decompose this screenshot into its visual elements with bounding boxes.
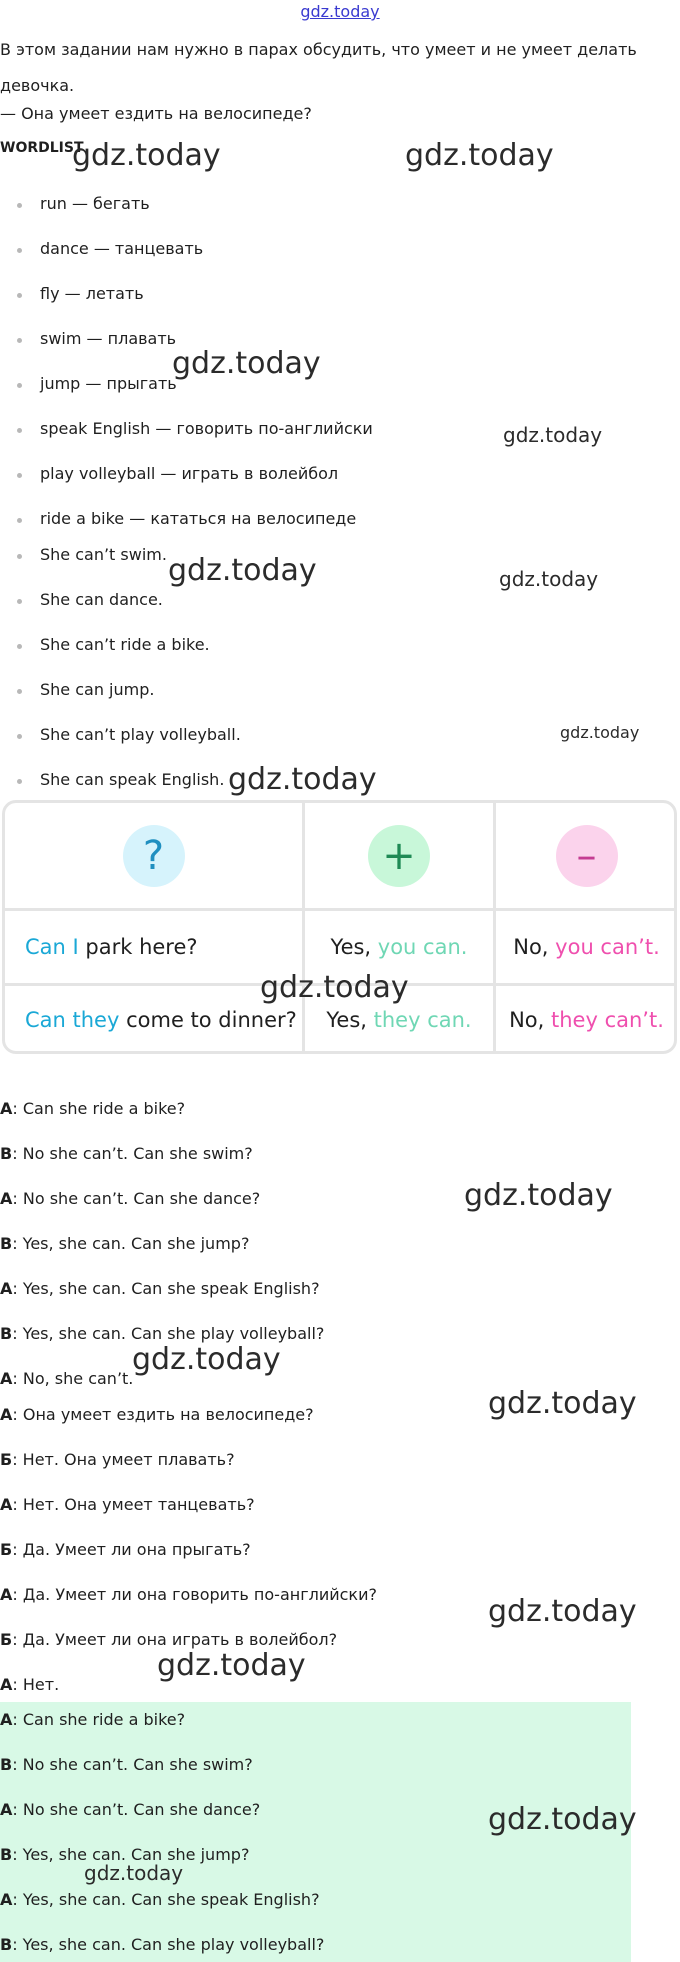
watermark: gdz.today [228,762,377,797]
wordlist-item: dance — танцевать [40,239,204,258]
speaker-label: A [0,1800,13,1819]
dialogue-text: : Can she ride a bike? [12,1099,186,1118]
answer-highlight: they can’t. [551,1008,664,1032]
top-watermark-link[interactable]: gdz.today [300,2,380,21]
answer-highlight: you can’t. [555,935,660,959]
dialogue-line [0,1099,185,1118]
watermark: gdz.today [464,1178,613,1213]
intro-text: В этом задании нам нужно в парах обсудить, что умеет и не умеет делать девочка. [0,40,637,95]
speaker-label: B [0,1755,13,1774]
dialogue-text: : Yes, she can. Can she jump? [12,1234,250,1253]
bullet-icon [17,383,22,388]
dialogue-line [0,1234,249,1253]
watermark: gdz.today [168,553,317,588]
dialogue-text: : Нет. Она умеет танцевать? [12,1495,255,1514]
dialogue-text: : No she can’t. Can she swim? [12,1755,253,1774]
dialogue-text: : Yes, she can. Can she play volleyball? [12,1935,325,1954]
dialogue-text: : Нет. Она умеет плавать? [12,1450,235,1469]
bullet-icon [17,203,22,208]
dialogue-text: : Can she ride a bike? [12,1710,186,1729]
watermark: gdz.today [260,970,409,1005]
bullet-icon [17,248,22,253]
dialogue-line [0,1540,251,1559]
answer-label: Yes, [326,1008,374,1032]
watermark: gdz.today [132,1342,281,1377]
dialogue-line [0,1890,320,1909]
speaker-label: А [0,1585,13,1604]
bullet-icon [17,554,22,559]
statement-item: She can jump. [40,680,155,699]
table-row-question [5,986,302,1054]
statement-item: She can’t play volleyball. [40,725,241,744]
minus-icon: – [556,825,618,887]
speaker-label: А [0,1495,13,1514]
statement-item: She can’t swim. [40,545,167,564]
bullet-icon [17,779,22,784]
watermark: gdz.today [488,1386,637,1421]
wordlist-item: speak English — говорить по-английски [40,419,373,438]
dialogue-line [0,1585,377,1604]
table-row-negative [496,911,677,983]
answer-highlight: you can. [377,935,468,959]
statement-item: She can dance. [40,590,163,609]
watermark: gdz.today [488,1802,637,1837]
wordlist-item: play volleyball — играть в волейбол [40,464,339,483]
question-icon: ? [123,825,185,887]
dialogue-text: : Yes, she can. Can she play volleyball? [12,1324,325,1343]
question-rest: come to dinner? [119,1008,297,1032]
question-rest: park here? [78,935,198,959]
dialogue-text: : Да. Умеет ли она играть в волейбол? [12,1630,338,1649]
speaker-label: A [0,1710,13,1729]
intro-question: — Она умеет ездить на велосипеде? [0,104,312,123]
speaker-label: А [0,1405,13,1424]
bullet-icon [17,473,22,478]
answer-label: No, [513,935,556,959]
dialogue-line [0,1189,260,1208]
watermark: gdz.today [488,1594,637,1629]
watermark: gdz.today [405,138,554,173]
speaker-label: A [0,1279,13,1298]
dialogue-line [0,1405,314,1424]
dialogue-text: : No she can’t. Can she dance? [12,1800,261,1819]
speaker-label: B [0,1935,13,1954]
bullet-icon [17,293,22,298]
wordlist-item: ride a bike — кататься на велосипеде [40,509,357,528]
dialogue-line [0,1800,260,1819]
dialogue-line [0,1710,185,1729]
watermark: gdz.today [72,138,221,173]
wordlist-item: fly — летать [40,284,144,303]
dialogue-text: : No she can’t. Can she swim? [12,1144,253,1163]
statement-item: She can’t ride a bike. [40,635,210,654]
answer-label: Yes, [330,935,378,959]
bullet-icon [17,599,22,604]
wordlist-item: swim — плавать [40,329,177,348]
watermark: gdz.today [503,423,603,447]
dialogue-text: : Нет. [12,1675,60,1694]
speaker-label: A [0,1369,13,1388]
grammar-table [2,800,677,1054]
speaker-label: B [0,1234,13,1253]
speaker-label: A [0,1099,13,1118]
header-cell-question [5,803,302,908]
watermark: gdz.today [499,567,599,591]
dialogue-line [0,1675,59,1694]
dialogue-line [0,1630,337,1649]
bullet-icon [17,644,22,649]
watermark: gdz.today [157,1648,306,1683]
speaker-label: A [0,1189,13,1208]
header-cell-negative [496,803,677,908]
wordlist-item: run — бегать [40,194,150,213]
bullet-icon [17,734,22,739]
dialogue-line [0,1935,324,1954]
bullet-icon [17,689,22,694]
speaker-label: А [0,1675,13,1694]
answer-highlight: they can. [373,1008,472,1032]
table-row-negative [496,986,677,1054]
speaker-label: Б [0,1540,13,1559]
speaker-label: Б [0,1630,13,1649]
dialogue-line [0,1324,324,1343]
watermark: gdz.today [84,1861,184,1885]
dialogue-line [0,1144,253,1163]
dialogue-text: : Yes, she can. Can she jump? [12,1845,250,1864]
dialogue-text: : Да. Умеет ли она прыгать? [12,1540,251,1559]
speaker-label: B [0,1324,13,1343]
header-cell-positive [305,803,493,908]
dialogue-line [0,1369,133,1388]
dialogue-text: : Yes, she can. Can she speak English? [12,1890,320,1909]
speaker-label: A [0,1890,13,1909]
statement-item: She can speak English. [40,770,225,789]
wordlist-item: jump — прыгать [40,374,177,393]
dialogue-text: : Да. Умеет ли она говорить по-английски? [12,1585,377,1604]
speaker-label: Б [0,1450,13,1469]
dialogue-text: : No she can’t. Can she dance? [12,1189,261,1208]
dialogue-line [0,1755,253,1774]
bullet-icon [17,428,22,433]
dialogue-line [0,1279,320,1298]
dialogue-text: : Yes, she can. Can she speak English? [12,1279,320,1298]
watermark: gdz.today [560,723,640,742]
table-row-question [5,911,302,983]
watermark: gdz.today [172,346,321,381]
bullet-icon [17,518,22,523]
speaker-label: B [0,1144,13,1163]
question-highlight: Can they [25,1008,120,1032]
dialogue-text: : Она умеет ездить на велосипеде? [12,1405,314,1424]
question-highlight: Can I [25,935,79,959]
dialogue-line [0,1495,255,1514]
dialogue-text: : No, she can’t. [12,1369,134,1388]
answer-label: No, [509,1008,552,1032]
wordlist-heading: WORDLIST [0,140,84,156]
dialogue-line [0,1450,235,1469]
bullet-icon [17,338,22,343]
speaker-label: B [0,1845,13,1864]
plus-icon: + [368,825,430,887]
